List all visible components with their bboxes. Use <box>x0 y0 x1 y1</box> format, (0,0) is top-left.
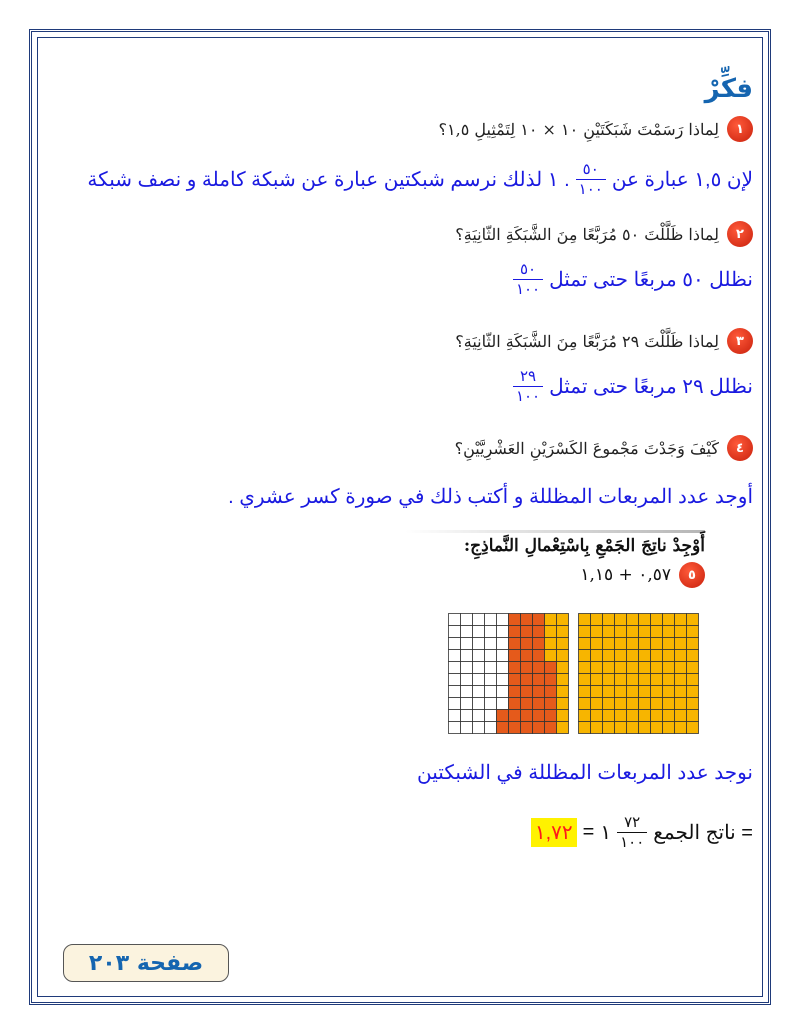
grid-cell <box>557 674 569 686</box>
grid-cell <box>591 662 603 674</box>
grid-cell <box>651 686 663 698</box>
grid-cell <box>639 698 651 710</box>
grid-cell <box>545 626 557 638</box>
grid-cell <box>603 722 615 734</box>
fraction-numerator: ٧٢ <box>624 814 641 831</box>
grid-cell <box>603 650 615 662</box>
grid-cell <box>603 686 615 698</box>
grid-cell <box>533 662 545 674</box>
grid-cell <box>533 638 545 650</box>
grid-cell <box>651 650 663 662</box>
grid-cell <box>461 722 473 734</box>
grid-cell <box>557 638 569 650</box>
grid-cell <box>497 650 509 662</box>
grid-cell <box>533 626 545 638</box>
grid-cell <box>579 722 591 734</box>
grid-cell <box>627 686 639 698</box>
grid-cell <box>449 698 461 710</box>
grid-cell <box>521 650 533 662</box>
question-4 <box>455 434 753 462</box>
grid-cell <box>521 722 533 734</box>
grid-cell <box>545 686 557 698</box>
grid-cell <box>485 686 497 698</box>
grid-cell <box>615 722 627 734</box>
grid-cell <box>627 722 639 734</box>
grid-cell <box>461 662 473 674</box>
grid-cell <box>545 710 557 722</box>
grid-cell <box>627 698 639 710</box>
grid-cell <box>533 710 545 722</box>
page-number-label: صفحة ٢٠٣ <box>88 950 204 976</box>
grid-cell <box>663 674 675 686</box>
grid-cell <box>557 710 569 722</box>
grid-cell <box>497 614 509 626</box>
grid-cell <box>473 698 485 710</box>
grid-cell <box>497 710 509 722</box>
grid-cell <box>615 710 627 722</box>
grid-cell <box>509 614 521 626</box>
grid-cell <box>663 650 675 662</box>
model-grid-left <box>448 613 569 734</box>
answer-2 <box>513 262 753 297</box>
grid-cell <box>675 650 687 662</box>
grid-cell <box>533 614 545 626</box>
grid-cell <box>579 674 591 686</box>
answer-3 <box>513 369 753 404</box>
grid-cell <box>509 626 521 638</box>
grid-cell <box>545 638 557 650</box>
grid-cell <box>591 710 603 722</box>
grid-cell <box>579 662 591 674</box>
grid-cell <box>521 662 533 674</box>
grid-cell <box>533 722 545 734</box>
grid-cell <box>557 626 569 638</box>
question-text: لِماذا ظَلَّلْتَ ٢٩ مُرَبَّعًا مِنَ الشَّبَكَةِ الثّانِيَةِ؟ <box>455 331 719 351</box>
grid-cell <box>687 710 699 722</box>
grid-cell <box>627 626 639 638</box>
question-number-badge: ١ <box>727 116 753 142</box>
exercise-expression: ٠,٥٧ + ١,١٥ <box>580 565 671 585</box>
grid-cell <box>687 650 699 662</box>
grid-cell <box>509 650 521 662</box>
grid-cell <box>509 674 521 686</box>
grid-cell <box>603 638 615 650</box>
grid-cell <box>497 626 509 638</box>
grid-cell <box>485 650 497 662</box>
grid-cell <box>615 650 627 662</box>
section-divider <box>405 530 705 533</box>
grid-cell <box>591 698 603 710</box>
grid-cell <box>627 674 639 686</box>
grid-cell <box>579 686 591 698</box>
grid-cell <box>579 614 591 626</box>
grid-cell <box>603 662 615 674</box>
grid-cell <box>449 662 461 674</box>
grid-cell <box>557 614 569 626</box>
grid-cell <box>533 698 545 710</box>
question-text: كَيْفَ وَجَدْتَ مَجْموعَ الكَسْرَيْنِ العَشْرِيَّيْنِ؟ <box>454 438 719 458</box>
fraction-numerator: ٢٩ <box>519 368 537 385</box>
answer-text: نظلل ٥٠ مربعًا حتى تمثل <box>549 269 753 291</box>
fraction-denominator: ١٠٠ <box>576 179 606 197</box>
section-heading: فكِّرْ <box>704 74 753 104</box>
grid-cell <box>461 686 473 698</box>
grid-cell <box>449 722 461 734</box>
grid-cell <box>449 650 461 662</box>
answer-text: أوجد عدد المربعات المظللة و أكتب ذلك في صورة كسر عشري . <box>228 486 753 508</box>
grid-cell <box>687 638 699 650</box>
result-equals: = <box>582 821 595 843</box>
question-number-badge: ٥ <box>679 562 705 588</box>
grid-cell <box>557 650 569 662</box>
exercise-title: أَوْجِدْ ناتِجَ الجَمْعِ بِاسْتِعْمالِ النَّماذِجِ: <box>463 536 705 556</box>
grid-cell <box>545 650 557 662</box>
grid-cell <box>639 722 651 734</box>
grid-cell <box>473 614 485 626</box>
grid-cell <box>675 698 687 710</box>
fraction-numerator: ٥٠ <box>519 261 537 278</box>
grid-cell <box>497 698 509 710</box>
grid-cell <box>675 626 687 638</box>
grid-cell <box>521 626 533 638</box>
fraction-denominator: ١٠٠ <box>617 832 647 850</box>
grid-cell <box>461 614 473 626</box>
grid-cell <box>603 698 615 710</box>
grid-cell <box>675 614 687 626</box>
grid-cell <box>627 650 639 662</box>
grid-cell <box>603 674 615 686</box>
grid-cell <box>485 722 497 734</box>
grid-cell <box>675 722 687 734</box>
grid-cell <box>473 662 485 674</box>
grid-cell <box>663 662 675 674</box>
grid-cell <box>639 686 651 698</box>
grid-cell <box>473 710 485 722</box>
grid-cell <box>497 638 509 650</box>
question-2 <box>455 220 753 248</box>
grid-cell <box>485 698 497 710</box>
grid-cell <box>639 650 651 662</box>
grid-cell <box>473 626 485 638</box>
page-number-tab <box>63 944 229 982</box>
grid-cell <box>557 686 569 698</box>
question-1 <box>439 115 753 143</box>
grid-cell <box>533 686 545 698</box>
answer-4 <box>228 484 753 509</box>
grid-cell <box>545 662 557 674</box>
result-value-highlight: ١,٧٢ <box>531 818 577 847</box>
grid-cell <box>449 686 461 698</box>
answer-text: نوجد عدد المربعات المظللة في الشبكتين <box>417 762 753 784</box>
grid-cell <box>591 674 603 686</box>
grid-cell <box>521 638 533 650</box>
grid-cell <box>461 710 473 722</box>
grid-cell <box>579 698 591 710</box>
fraction-numerator: ٥٠ <box>582 161 599 178</box>
grid-cell <box>615 686 627 698</box>
grid-cell <box>449 638 461 650</box>
question-number-badge: ٣ <box>727 328 753 354</box>
fraction <box>576 162 606 197</box>
grid-cell <box>545 698 557 710</box>
grid-cell <box>663 638 675 650</box>
grid-cell <box>473 686 485 698</box>
grid-cell <box>639 626 651 638</box>
grid-cell <box>509 722 521 734</box>
grid-cell <box>449 614 461 626</box>
grid-cell <box>687 722 699 734</box>
grid-cell <box>627 638 639 650</box>
grid-cell <box>521 698 533 710</box>
answer-text: ١ لذلك نرسم شبكتين عبارة عن شبكة كاملة و نصف شبكة . <box>87 169 570 191</box>
grid-cell <box>497 674 509 686</box>
grid-cell <box>485 614 497 626</box>
grid-cell <box>485 626 497 638</box>
grid-cell <box>497 722 509 734</box>
grid-cell <box>663 686 675 698</box>
grid-cell <box>663 614 675 626</box>
grid-cell <box>687 674 699 686</box>
grid-cell <box>615 674 627 686</box>
grid-cell <box>687 662 699 674</box>
grid-cell <box>461 626 473 638</box>
grid-cell <box>639 662 651 674</box>
grid-cell <box>509 698 521 710</box>
grid-cell <box>675 674 687 686</box>
grid-cell <box>663 626 675 638</box>
grid-cell <box>687 614 699 626</box>
grid-cell <box>485 674 497 686</box>
grid-cell <box>615 698 627 710</box>
grid-cell <box>591 614 603 626</box>
question-number-badge: ٤ <box>727 435 753 461</box>
grid-cell <box>545 614 557 626</box>
grid-cell <box>687 698 699 710</box>
grid-cell <box>485 710 497 722</box>
grid-cell <box>521 614 533 626</box>
grid-cell <box>639 710 651 722</box>
grid-cell <box>461 650 473 662</box>
grid-cell <box>473 674 485 686</box>
grid-cell <box>651 674 663 686</box>
fraction <box>617 815 647 850</box>
grid-cell <box>675 686 687 698</box>
grid-cell <box>497 662 509 674</box>
grid-cell <box>473 638 485 650</box>
grid-cell <box>461 638 473 650</box>
grid-cell <box>675 710 687 722</box>
grid-cell <box>603 710 615 722</box>
grid-cell <box>509 662 521 674</box>
fraction <box>513 262 543 297</box>
grid-cell <box>557 722 569 734</box>
grid-cell <box>485 662 497 674</box>
grid-cell <box>615 662 627 674</box>
grid-cell <box>627 614 639 626</box>
grid-cell <box>651 638 663 650</box>
fraction-denominator: ١٠٠ <box>513 279 543 297</box>
grid-cell <box>485 638 497 650</box>
exercise-5 <box>580 562 705 588</box>
grid-cell <box>651 626 663 638</box>
grid-cell <box>651 722 663 734</box>
grid-cell <box>675 638 687 650</box>
grid-cell <box>533 674 545 686</box>
grid-cell <box>663 710 675 722</box>
grid-cell <box>449 626 461 638</box>
grid-cell <box>663 698 675 710</box>
answer-text: نظلل ٢٩ مربعًا حتى تمثل <box>549 376 753 398</box>
grid-cell <box>545 722 557 734</box>
grid-cell <box>521 686 533 698</box>
grid-cell <box>603 626 615 638</box>
grid-cell <box>497 686 509 698</box>
grid-cell <box>639 638 651 650</box>
grid-cell <box>627 662 639 674</box>
result-label: ناتج الجمع = <box>653 822 753 844</box>
result-line <box>531 815 753 850</box>
question-3 <box>455 327 753 355</box>
answer-text: لإن ١,٥ عبارة عن <box>611 169 753 191</box>
grid-cell <box>579 650 591 662</box>
grid-cell <box>639 614 651 626</box>
question-text: لِماذا ظَلَّلْتَ ٥٠ مُرَبَّعًا مِنَ الشَّبَكَةِ الثّانِيَةِ؟ <box>455 224 719 244</box>
grid-cell <box>615 614 627 626</box>
grid-cell <box>651 614 663 626</box>
grid-cell <box>663 722 675 734</box>
grid-cell <box>521 674 533 686</box>
answer-1 <box>87 162 753 197</box>
grid-cell <box>603 614 615 626</box>
grid-cell <box>509 710 521 722</box>
grid-cell <box>627 710 639 722</box>
grid-cell <box>615 638 627 650</box>
grid-cell <box>449 674 461 686</box>
question-text: لِماذا رَسَمْتَ شَبَكَتَيْنِ ١٠ × ١٠ لِتَمْثِيلِ ١,٥؟ <box>438 119 719 139</box>
question-number-badge: ٢ <box>727 221 753 247</box>
model-grid-right <box>578 613 699 734</box>
grid-cell <box>651 662 663 674</box>
grid-cell <box>591 626 603 638</box>
grid-cell <box>651 710 663 722</box>
grid-cell <box>687 686 699 698</box>
grid-cell <box>545 674 557 686</box>
grid-cell <box>615 626 627 638</box>
grid-cell <box>687 626 699 638</box>
grid-cell <box>461 698 473 710</box>
grid-cell <box>533 650 545 662</box>
grid-cell <box>591 722 603 734</box>
grid-cell <box>473 722 485 734</box>
grid-cell <box>639 674 651 686</box>
result-intro <box>417 760 753 785</box>
grid-cell <box>591 686 603 698</box>
grid-cell <box>557 698 569 710</box>
grid-cell <box>557 662 569 674</box>
grid-cell <box>675 662 687 674</box>
grid-cell <box>449 710 461 722</box>
grid-cell <box>579 710 591 722</box>
fraction-denominator: ١٠٠ <box>513 386 543 404</box>
grid-cell <box>579 626 591 638</box>
grid-cell <box>591 638 603 650</box>
fraction <box>513 369 543 404</box>
grid-cell <box>509 638 521 650</box>
grid-cell <box>579 638 591 650</box>
result-whole: ١ <box>600 822 612 844</box>
grid-cell <box>591 650 603 662</box>
grid-cell <box>651 698 663 710</box>
grid-cell <box>473 650 485 662</box>
grid-cell <box>509 686 521 698</box>
grid-cell <box>521 710 533 722</box>
grid-cell <box>461 674 473 686</box>
